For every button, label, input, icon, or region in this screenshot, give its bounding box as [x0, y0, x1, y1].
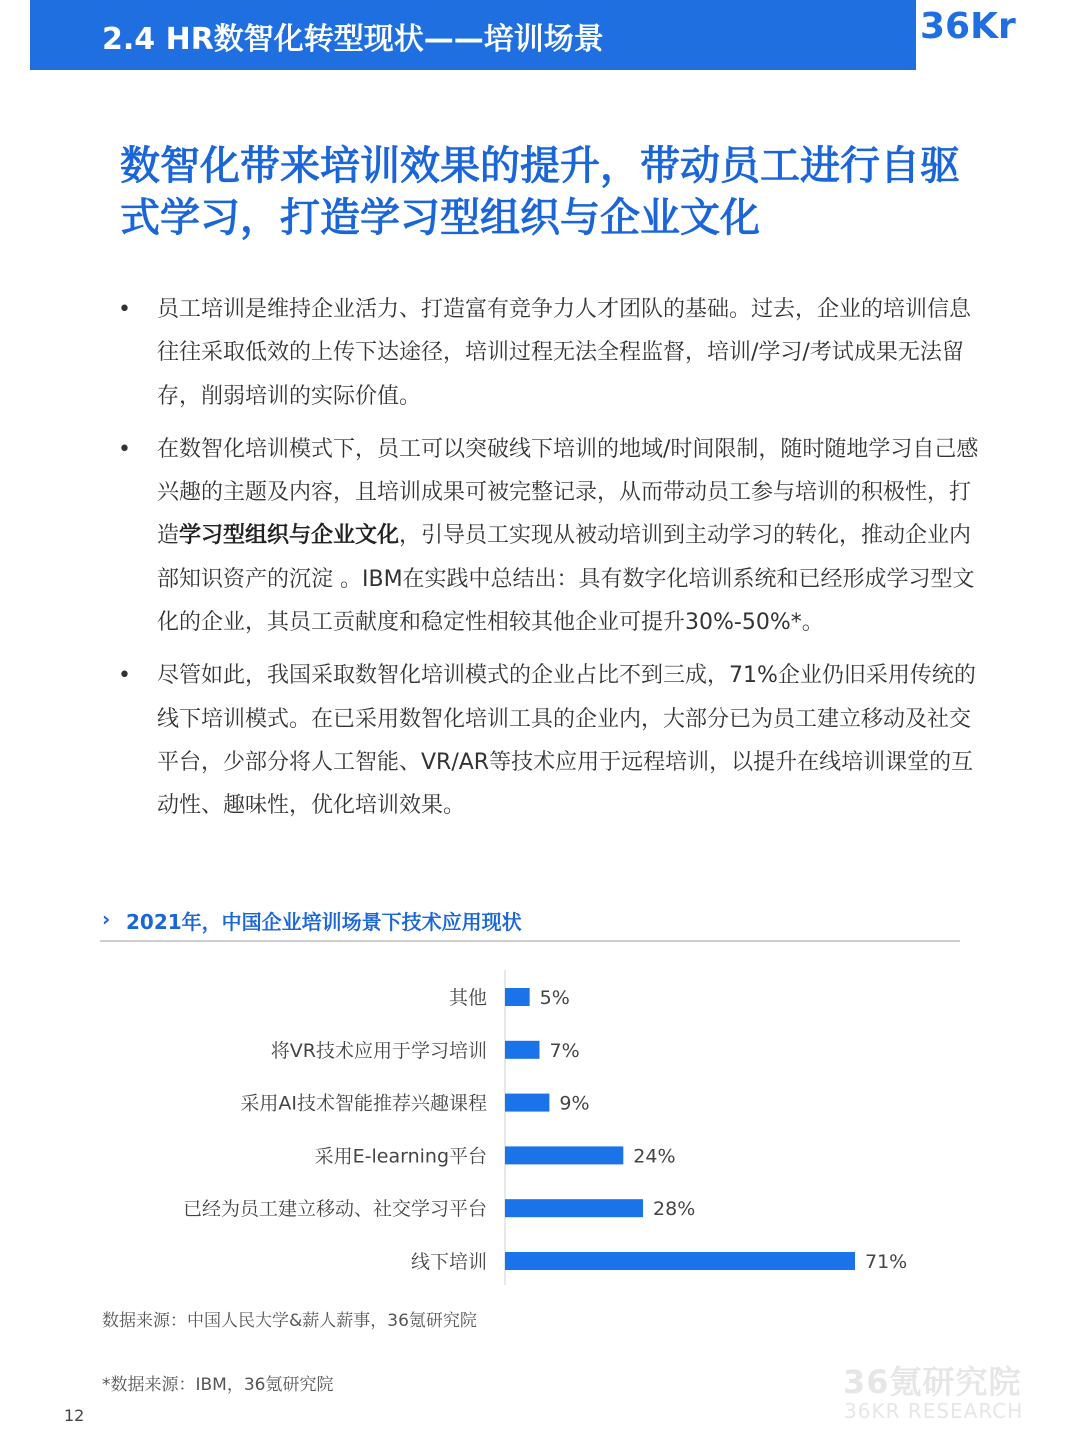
category-label: 线下培训: [410, 1251, 487, 1273]
header-bar: [30, 0, 1020, 70]
bullet-bold-text: 学习型组织与企业文化: [179, 523, 400, 549]
chart-heading: [100, 906, 960, 942]
bullet-item: [108, 428, 988, 644]
page-number: 12: [64, 1406, 85, 1425]
value-label: 9%: [559, 1092, 590, 1115]
chevron-right-icon: ›: [102, 907, 111, 931]
bar: [505, 1252, 855, 1270]
watermark-en: 36KR RESEARCH: [844, 1399, 1024, 1423]
category-label: 采用AI技术智能推荐兴趣课程: [240, 1092, 487, 1115]
bullet-text: 尽管如此，我国采取数智化培训模式的企业占比不到三成，71%企业仍旧采用传统的线下培训模式。在已采用数智化培训工具的企业内，大部分已为员工建立移动及社交平台，少部分将人工智能、VR/AR等技术应用于远程培训，以提升在线培训课堂的互动性、趣味性，优化培训效果。: [157, 663, 976, 819]
value-label: 5%: [539, 987, 570, 1009]
value-label: 24%: [633, 1145, 676, 1168]
bar-chart: [100, 960, 960, 1290]
section-title: 2.4 HR数智化转型现状——培训场景: [102, 22, 604, 57]
bar: [505, 1199, 643, 1217]
bullet-list: [108, 288, 988, 838]
bullet-dot-icon: •: [118, 436, 131, 462]
headline-line-2: 式学习，打造学习型组织与企业文化: [120, 195, 760, 241]
category-label: 其他: [448, 987, 487, 1009]
bar: [505, 1146, 623, 1164]
value-label: 71%: [865, 1251, 908, 1273]
value-label: 28%: [653, 1198, 696, 1221]
headline-line-1: 数智化带来培训效果的提升，带动员工进行自驱: [120, 143, 960, 189]
36kr-logo-icon: [916, 0, 1050, 70]
chart-title: 2021年，中国企业培训场景下技术应用现状: [126, 910, 522, 934]
bullet-dot-icon: •: [118, 297, 131, 322]
logo-text: 36Kr: [920, 6, 1016, 47]
page-headline: [120, 140, 1010, 244]
category-label: 将VR技术应用于学习培训: [270, 1039, 487, 1062]
bullet-text: 在数智化培训模式下，员工可以突破线下培训的地域/时间限制，随时随地学习自己感兴趣的主题及内容，且培训成果可被完整记录，从而带动员工参与培训的积极性，打造: [157, 436, 979, 549]
bullet-text: 员工培训是维持企业活力、打造富有竞争力人才团队的基础。过去，企业的培训信息往往采取低效的上传下达途径，培训过程无法全程监督，培训/学习/考试成果无法留存，削弱培训的实际价值。: [157, 297, 972, 409]
bullet-dot-icon: •: [118, 663, 131, 689]
data-source-note: 数据来源：中国人民大学&薪人薪事，36氪研究院: [102, 1311, 477, 1331]
bar: [505, 988, 530, 1006]
bar: [505, 1094, 549, 1112]
bar: [505, 1041, 540, 1059]
category-label: 采用E-learning平台: [314, 1145, 487, 1168]
category-label: 已经为员工建立移动、社交学习平台: [182, 1198, 487, 1221]
brand-logo: [916, 0, 1050, 70]
footnote: *数据来源：IBM，36氪研究院: [102, 1375, 334, 1395]
watermark-cn: 36氪研究院: [843, 1363, 1022, 1401]
value-label: 7%: [549, 1039, 580, 1062]
bullet-text: ，引导员工实现从被动培训到主动学习的转化，推动企业内部知识资产的沉淀 。IBM在实践中总结出：具有数字化培训系统和已经形成学习型文化的企业，其员工贡献度和稳定性相较其他企业可提升30%-50%*。: [157, 523, 975, 636]
bullet-item: [108, 288, 988, 418]
bullet-item: [108, 654, 988, 827]
